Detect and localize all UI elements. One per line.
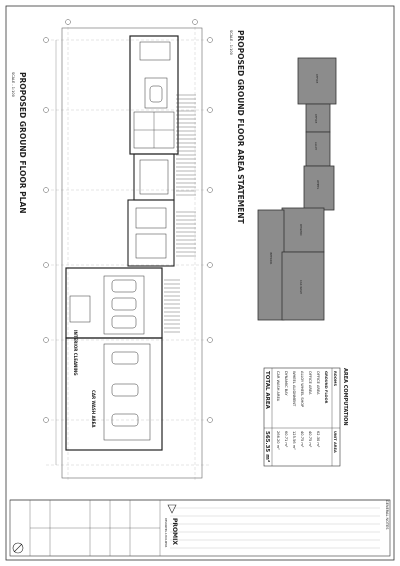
svg-text:DYNAMIC: DYNAMIC bbox=[299, 224, 302, 236]
area-total-value: 565.35 m² bbox=[264, 431, 270, 463]
area-block-dynamic-bay bbox=[282, 208, 324, 252]
svg-text:INTERIOR: INTERIOR bbox=[269, 252, 272, 265]
area-block-alloy-wheel bbox=[306, 132, 330, 166]
area-row-room: ALLOY WHEEL SHOP bbox=[300, 371, 304, 408]
area-table-title: AREA COMPUTATION bbox=[342, 368, 348, 426]
area-row-room: GROUND FLOOR bbox=[324, 371, 328, 404]
area-table-header-area: UNIT AREA bbox=[333, 431, 337, 453]
area-row-room: WHEEL ALIGNMENT bbox=[292, 371, 296, 407]
svg-text:OFFICE: OFFICE bbox=[315, 74, 318, 84]
area-row-room: DYNAMIC BAY bbox=[284, 371, 288, 396]
plan-title: PROPOSED GROUND FLOOR PLAN bbox=[18, 72, 27, 214]
area-row-value: 266.20 m² bbox=[276, 431, 280, 450]
area-row-value: 40.75 m² bbox=[308, 431, 312, 448]
svg-text:OFFICE: OFFICE bbox=[314, 114, 317, 124]
statement-title: PROPOSED GROUND FLOOR AREA STATEMENT bbox=[236, 30, 245, 224]
plan-scale: SCALE - 1:100 bbox=[11, 72, 15, 97]
area-block-car-wash bbox=[282, 252, 324, 320]
area-row-room: CAR WASH AREA bbox=[276, 371, 280, 402]
svg-text:WHEEL: WHEEL bbox=[316, 180, 319, 190]
area-total-label: TOTAL AREA bbox=[264, 371, 270, 409]
area-row-value: 62.30 m² bbox=[316, 431, 320, 448]
area-row-room: OFFICE AREA bbox=[308, 371, 312, 395]
general-notes-label: GENERAL NOTES bbox=[385, 500, 389, 530]
area-row-room: OFFICE AREA bbox=[316, 371, 320, 395]
area-row-value: 40.75 m² bbox=[300, 431, 304, 448]
svg-text:ALLOY: ALLOY bbox=[314, 142, 317, 151]
car-wash-label: CAR WASH AREA bbox=[91, 390, 96, 428]
statement-scale: SCALE - 1:100 bbox=[229, 30, 233, 55]
company-subtitle: DESIGNERS & BUILDERS bbox=[164, 518, 167, 548]
area-block-office-2 bbox=[306, 104, 330, 132]
interior-cleaning-label: INTERIOR CLEANING bbox=[73, 330, 78, 376]
area-row-value: 60.71 m² bbox=[284, 431, 288, 448]
area-table-header-rooms: ROOMS bbox=[333, 371, 337, 387]
area-row-value: 125.56 m² bbox=[292, 431, 296, 450]
company-name: PROMIX bbox=[171, 518, 178, 545]
svg-text:CAR WASH: CAR WASH bbox=[299, 280, 302, 295]
area-block-interior bbox=[258, 210, 284, 320]
